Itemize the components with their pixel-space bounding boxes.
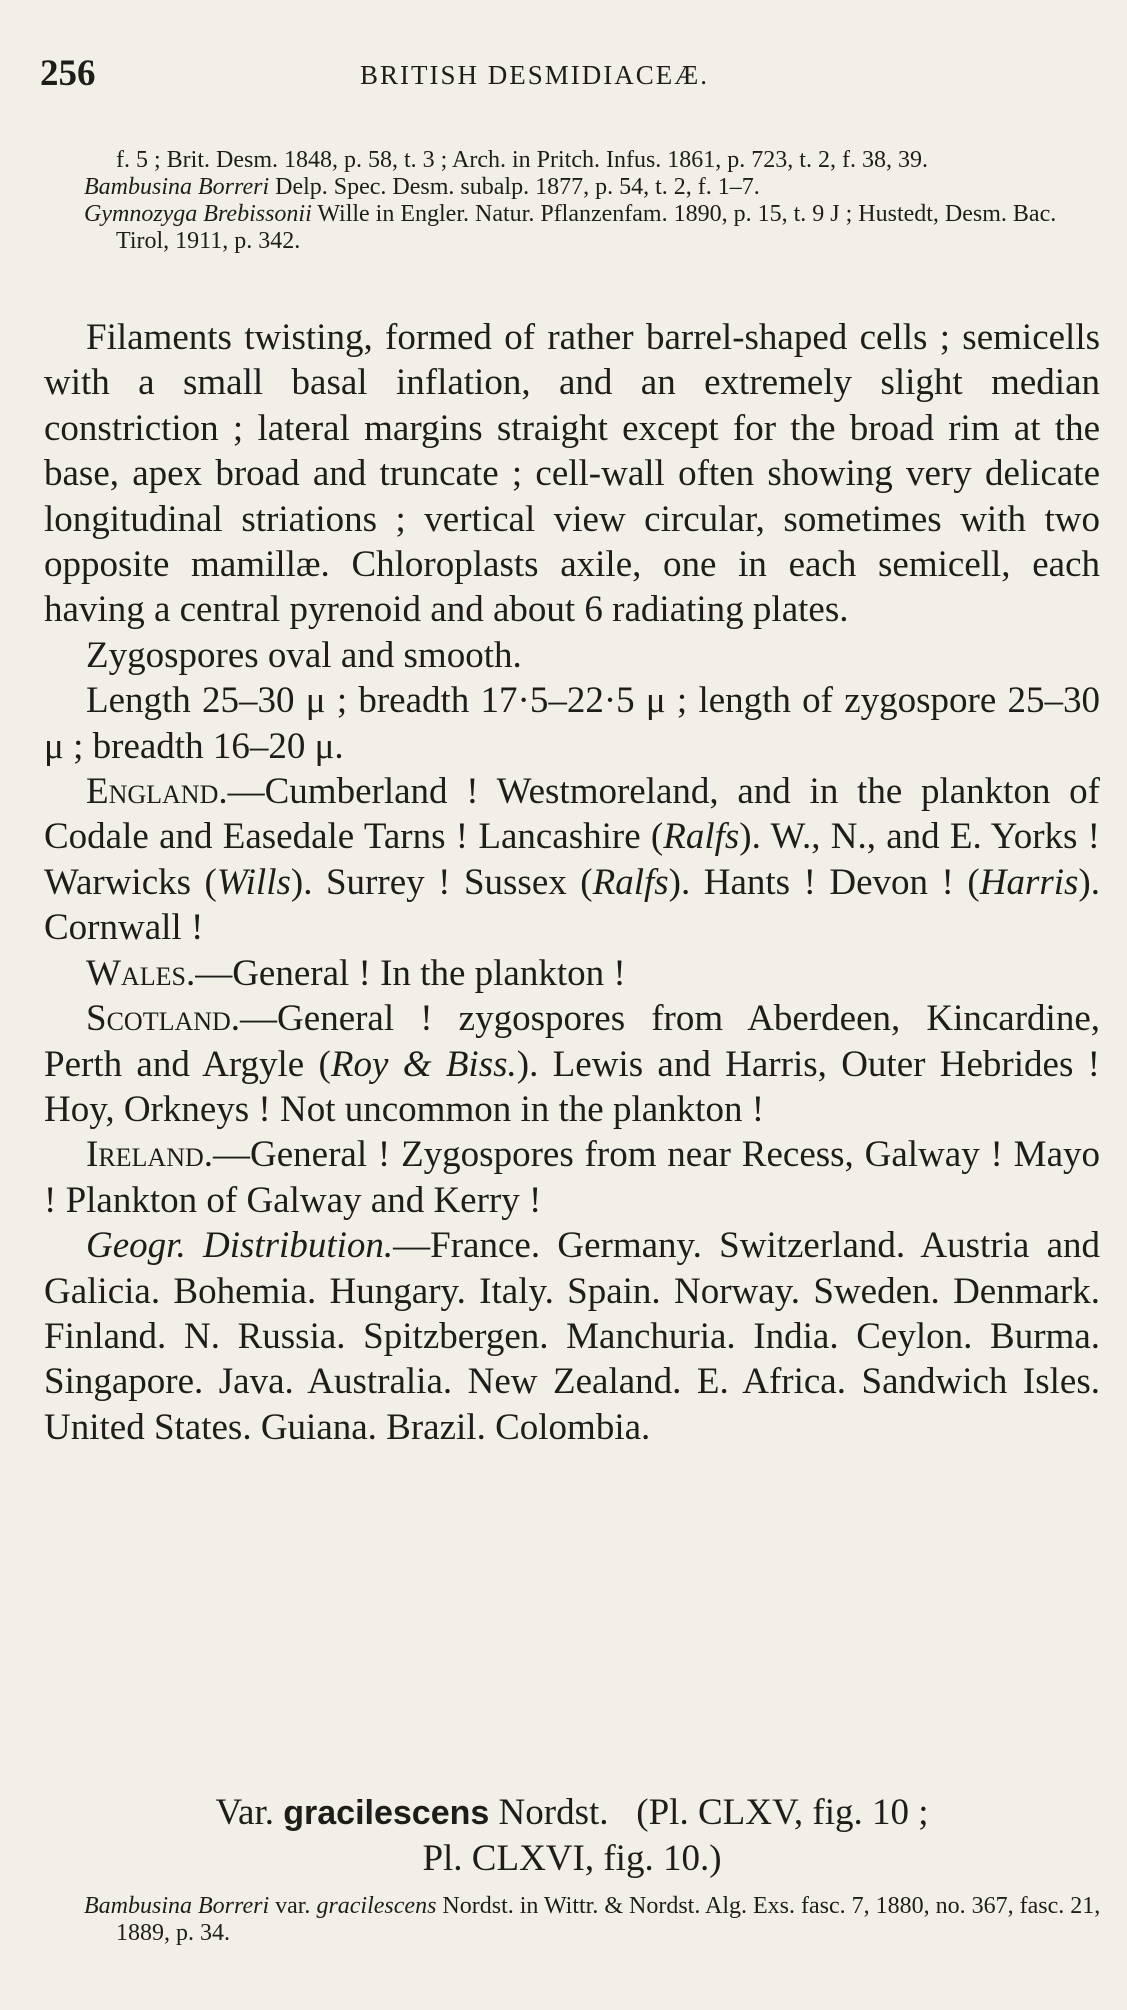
- synonymy-entry: f. 5 ; Brit. Desm. 1848, p. 58, t. 3 ; Arch. in Pritch. Infus. 1861, p. 723, t. 2, f. 38, 39.: [116, 147, 928, 173]
- collector-name: Harris: [979, 861, 1079, 903]
- geographic-distribution: Geogr. Distribution.—France. Germany. Switzerland. Austria and Galicia. Bohemia. Hungary. Italy. Spain. Norway. Sweden. Denmark. Finland. N. Russia. Spitzbergen. Manchuria. India. Ceylon. Burma. Singapore. Java. Australia. New Zealand. E. Africa. Sandwich Isles. United States. Guiana. Brazil. Colombia.: [44, 1225, 1101, 1448]
- distribution-ireland: Ireland.—General ! Zygospores from near Recess, Galway ! Mayo ! Plankton of Galway and Kerry !: [44, 1134, 1100, 1221]
- variety-title-line: Var. gracilescens Nordst. (Pl. CLXV, fig. 10 ;: [215, 1792, 929, 1833]
- plate-reference: (Pl. CLXV, fig. 10 ;: [636, 1792, 929, 1833]
- taxon-name: Bambusina Borreri: [84, 1893, 270, 1919]
- taxon-name: Bambusina Borreri: [84, 174, 270, 200]
- synonymy-entry: Bambusina Borreri Delp. Spec. Desm. subalp. 1877, p. 54, t. 2, f. 1–7.: [84, 174, 760, 200]
- variety-synonymy: [84, 1893, 1110, 1947]
- region-label: Wales: [86, 952, 186, 994]
- synonymy-block: [84, 147, 1110, 255]
- page-number: 256: [40, 53, 96, 94]
- page-header: [40, 52, 1087, 102]
- geographic-label: Geogr. Distribution.: [86, 1225, 394, 1267]
- region-label: England: [86, 771, 219, 813]
- dimensions-paragraph: Length 25–30 μ ; breadth 17·5–22·5 μ ; length of zygospore 25–30 μ ; breadth 16–20 μ.: [44, 680, 1100, 767]
- synonymy-entry: Gymnozyga Brebissonii Wille in Engler. Natur. Pflanzenfam. 1890, p. 15, t. 9 J ; Hustedt, Desm. Bac. Tirol, 1911, p. 342.: [84, 201, 1057, 254]
- zygospores-paragraph: Zygospores oval and smooth.: [86, 634, 522, 676]
- taxon-epithet: gracilescens: [316, 1893, 437, 1919]
- region-label: Ireland: [86, 1134, 204, 1176]
- collector-name: Ralfs: [592, 861, 669, 903]
- taxon-name: Gymnozyga Brebissonii: [84, 201, 312, 227]
- collector-name: Ralfs: [663, 816, 740, 858]
- collector-name: Roy & Biss.: [330, 1043, 517, 1085]
- synonymy-entry: Bambusina Borreri var. gracilescens Nordst. in Wittr. & Nordst. Alg. Exs. fasc. 7, 1880, no. 367, fasc. 21, 1889, p. 34.: [84, 1893, 1101, 1946]
- region-label: Scotland: [86, 998, 231, 1040]
- distribution-england: England.—Cumberland ! Westmoreland, and in the plankton of Codale and Easedale Tarns ! Lancashire (Ralfs). W., N., and E. Yorks ! Warwicks (Wills). Surrey ! Sussex (Ralfs). Hants ! Devon ! (Harris). Cornwall !: [44, 771, 1101, 949]
- distribution-scotland: Scotland.—General ! zygospores from Aberdeen, Kincardine, Perth and Argyle (Roy & Biss.). Lewis and Harris, Outer Hebrides ! Hoy, Orkneys ! Not uncommon in the plankton !: [44, 998, 1100, 1130]
- distribution-wales: Wales.—General ! In the plankton !: [86, 952, 626, 994]
- description-paragraph: Filaments twisting, formed of rather barrel-shaped cells ; semicells with a small basal inflation, and an extremely slight median constriction ; lateral margins straight except for the broad rim at the base, apex broad and truncate ; cell-wall often showing very delicate longitudinal striations ; vertical view circular, sometimes with two opposite mamillæ. Chloroplasts axile, one in each semicell, each having a central pyrenoid and about 6 radiating plates.: [44, 317, 1100, 631]
- collector-name: Wills: [216, 861, 291, 903]
- variety-name: gracilescens: [283, 1794, 490, 1832]
- plate-reference: Pl. CLXVI, fig. 10.): [422, 1838, 722, 1879]
- variety-heading: [44, 1790, 1100, 1881]
- running-title: BRITISH DESMIDIACEÆ.: [360, 60, 710, 90]
- species-description: [44, 315, 1100, 1450]
